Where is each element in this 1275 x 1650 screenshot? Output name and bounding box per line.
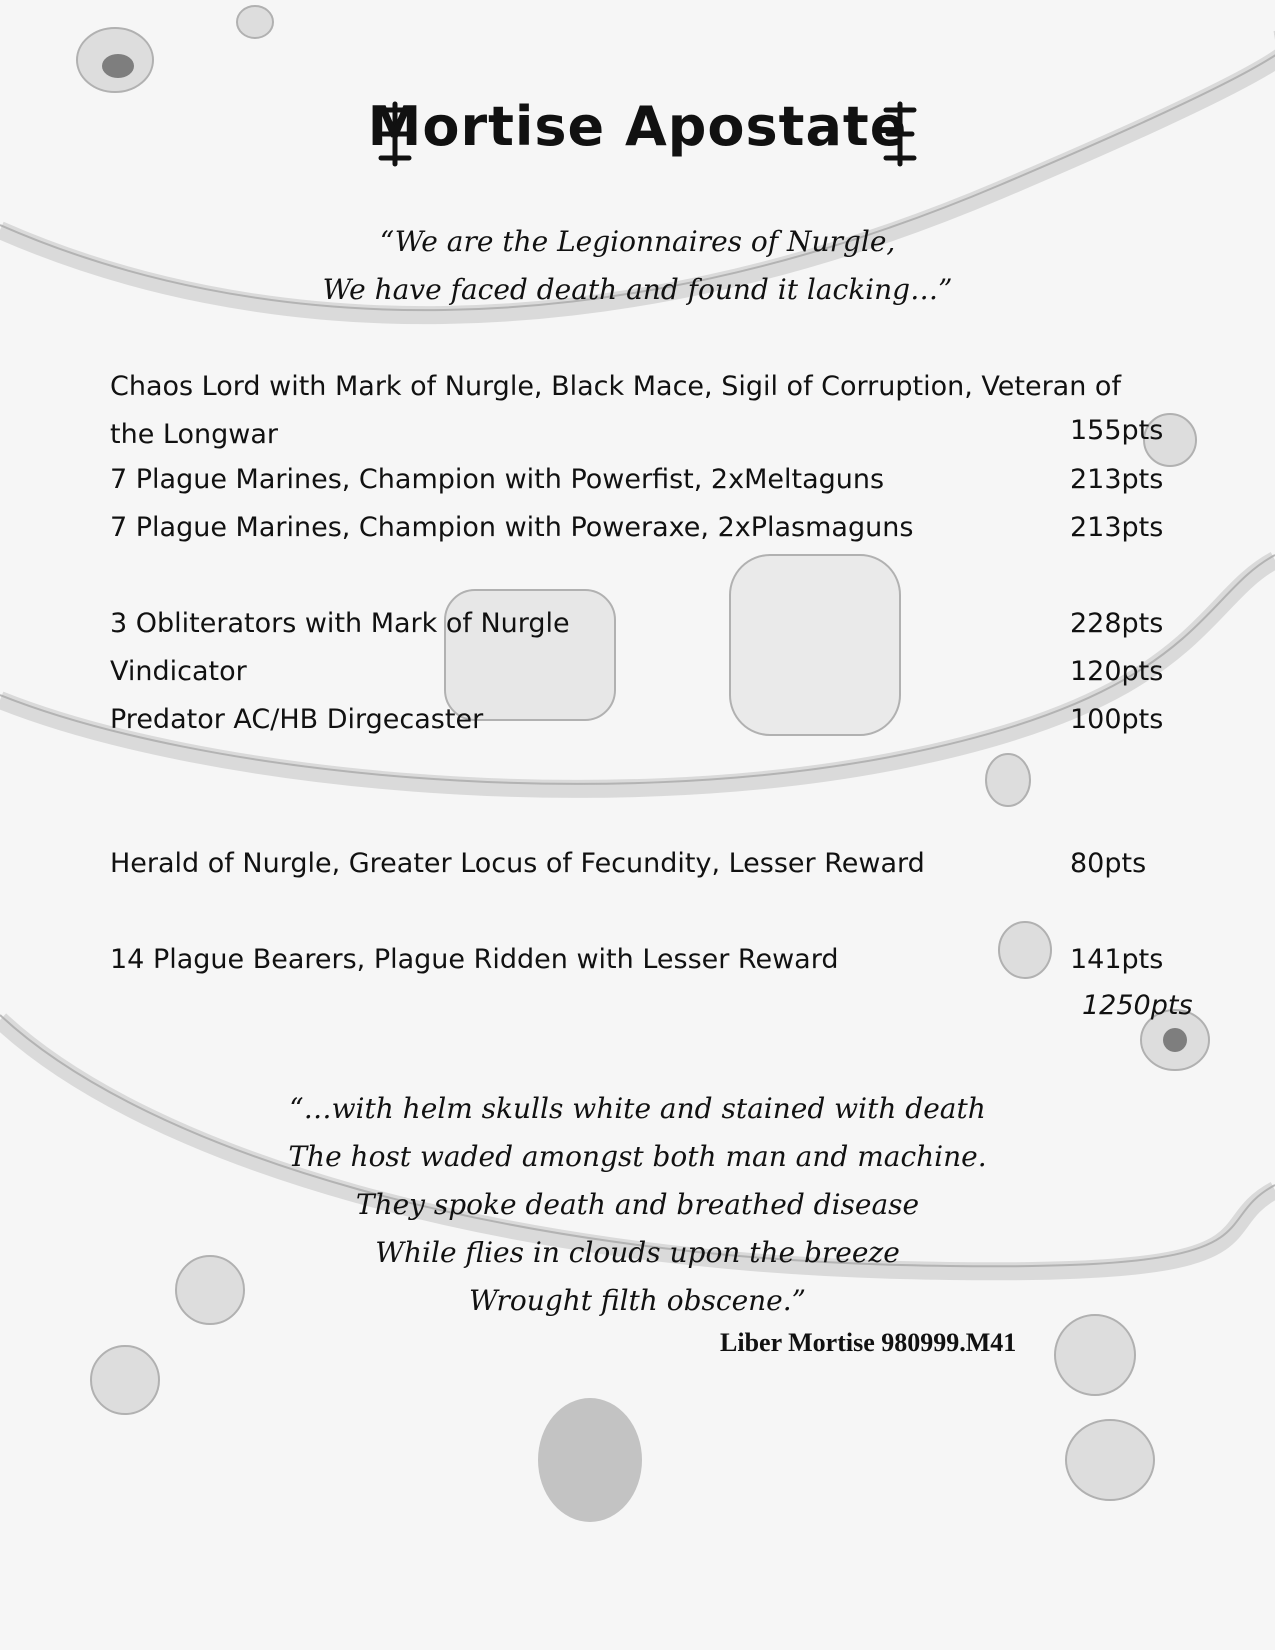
unit-name: 3 Obliterators with Mark of Nurgle <box>110 608 570 639</box>
unit-points: 213pts <box>1070 512 1164 543</box>
chaos-glyph-icon <box>880 100 920 170</box>
unit-points: 141pts <box>1070 944 1164 975</box>
unit-name: Predator AC/HB Dirgecaster <box>110 704 484 735</box>
total-points: 1250pts <box>1082 990 1193 1021</box>
opening-quote <box>0 218 1275 314</box>
quote-line: “…with helm skulls white and stained with death <box>289 1092 986 1125</box>
quote-line: We have faced death and found it lacking…” <box>322 273 953 306</box>
unit-points: 100pts <box>1070 704 1164 735</box>
list-item <box>110 458 1180 502</box>
quote-line: While flies in clouds upon the breeze <box>375 1236 900 1269</box>
quote-line: “We are the Legionnaires of Nurgle, <box>379 225 896 258</box>
unit-name: 14 Plague Bearers, Plague Ridden with Lesser Reward <box>110 944 839 975</box>
quote-line: Wrought filth obscene.” <box>469 1284 806 1317</box>
list-item <box>110 938 1180 982</box>
quote-line: They spoke death and breathed disease <box>355 1188 920 1221</box>
page-title: Mortise Apostate <box>367 95 908 158</box>
list-item <box>110 506 1180 550</box>
unit-name: Vindicator <box>110 656 247 687</box>
list-item <box>110 602 1180 646</box>
closing-quote <box>0 1085 1275 1325</box>
unit-points: 155pts <box>1070 415 1164 446</box>
unit-points: 213pts <box>1070 464 1164 495</box>
unit-name: Herald of Nurgle, Greater Locus of Fecundity, Lesser Reward <box>110 848 925 879</box>
unit-points: 228pts <box>1070 608 1164 639</box>
list-item <box>110 363 1180 453</box>
attribution: Liber Mortise 980999.M41 <box>720 1328 1017 1357</box>
unit-points: 120pts <box>1070 656 1164 687</box>
list-item <box>110 650 1180 694</box>
unit-name: Chaos Lord with Mark of Nurgle, Black Mace, Sigil of Corruption, Veteran of the Longwar <box>110 371 1121 450</box>
unit-name: 7 Plague Marines, Champion with Poweraxe, 2xPlasmaguns <box>110 512 914 543</box>
list-item <box>110 698 1180 742</box>
quote-line: The host waded amongst both man and machine. <box>288 1140 987 1173</box>
unit-name: 7 Plague Marines, Champion with Powerfist, 2xMeltaguns <box>110 464 885 495</box>
list-item <box>110 842 1180 886</box>
unit-points: 80pts <box>1070 848 1147 879</box>
